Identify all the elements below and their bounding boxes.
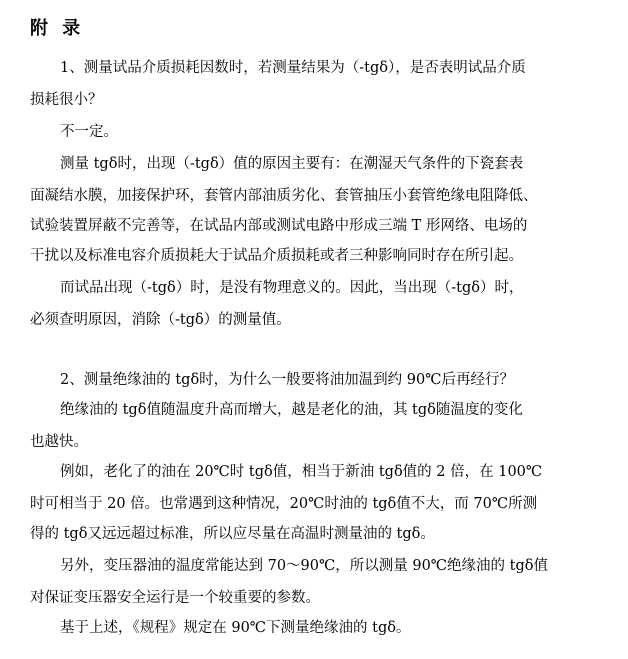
q1-para1-line-4: 干扰以及标准电容介质损耗大于试品介质损耗或者三种影响同时存在所引起。: [30, 248, 523, 264]
q2-para3-line-2: 对保证变压器安全运行是一个较重要的参数。: [30, 590, 320, 606]
q1-para2-line-1: 而试品出现（-tgδ）时，是没有物理意义的。因此，当出现（-tgδ）时，: [60, 280, 524, 296]
q2-para1-line-1: 绝缘油的 tgδ值随温度升高而增大，越是老化的油，其 tgδ随温度的变化: [60, 402, 523, 418]
q1-para1-line-3: 试验装置屏蔽不完善等，在试品内部或测试电路中形成三端 T 形网络、电场的: [30, 218, 528, 234]
q2-para2-line-2: 时可相当于 20 倍。也常遇到这种情况，20℃时油的 tgδ值不大，而 70℃所测: [30, 496, 538, 512]
q2-para1-line-2: 也越快。: [30, 434, 88, 450]
q2-para2-line-3: 得的 tgδ又远远超过标准，所以应尽量在高温时测量油的 tgδ。: [30, 526, 435, 542]
q1-line-2: 损耗很小？: [30, 92, 103, 108]
q2-para4-line-1: 基于上述，《规程》规定在 90℃下测量绝缘油的 tgδ。: [60, 620, 411, 636]
q1-para1-line-1: 测量 tgδ时，出现（-tgδ）值的原因主要有：在潮湿天气条件的下瓷套表: [60, 156, 524, 172]
q1-para2-line-2: 必须查明原因，消除（-tgδ）的测量值。: [30, 312, 291, 328]
q1-para1-line-2: 面凝结水膜，加接保护环，套管内部油质劣化、套管抽压小套管绝缘电阻降低、: [30, 188, 538, 204]
q1-line-1: 1、测量试品介质损耗因数时，若测量结果为（-tgδ），是否表明试品介质: [60, 60, 526, 76]
q1-answer: 不一定。: [60, 124, 118, 140]
appendix-title: 附 录: [30, 18, 85, 39]
q2-para3-line-1: 另外，变压器油的温度常能达到 70～90℃，所以测量 90℃绝缘油的 tgδ值: [60, 558, 548, 574]
q2-question: 2、测量绝缘油的 tgδ时，为什么一般要将油加温到约 90℃后再经行？: [60, 372, 514, 388]
q2-para2-line-1: 例如，老化了的油在 20℃时 tgδ值，相当于新油 tgδ值的 2 倍，在 100℃: [60, 464, 543, 480]
